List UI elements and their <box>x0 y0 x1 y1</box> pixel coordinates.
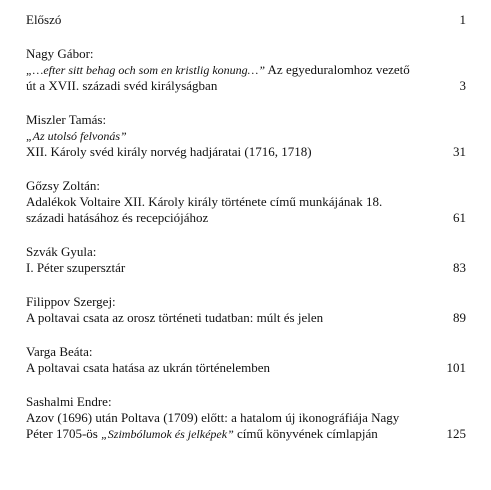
toc-page-number: 61 <box>453 210 466 225</box>
toc-title-regular: című könyvének címlapján <box>233 426 378 441</box>
toc-title: A poltavai csata az orosz történeti tudatban: múlt és jelen <box>26 310 324 325</box>
toc-line <box>26 144 466 160</box>
table-of-contents <box>26 12 466 442</box>
toc-page-number: 83 <box>453 260 466 275</box>
toc-title: I. Péter szupersztár <box>26 260 126 275</box>
toc-title-regular: Az egyeduralomhoz vezető <box>265 62 410 77</box>
toc-line <box>26 62 466 78</box>
toc-entry-preface <box>26 12 466 28</box>
toc-title: Adalékok Voltaire XII. Károly király története című munkájának 18. <box>26 194 383 209</box>
toc-title: századi hatásához és recepciójához <box>26 210 209 225</box>
toc-line <box>26 78 466 94</box>
toc-page-number: 3 <box>459 78 466 93</box>
toc-entry <box>26 112 466 160</box>
toc-entry <box>26 294 466 326</box>
toc-title: A poltavai csata hatása az ukrán történelemben <box>26 360 271 375</box>
toc-entry <box>26 394 466 442</box>
toc-page-number: 31 <box>453 144 466 159</box>
toc-title-italic: „Szimbólumok és jelképek” <box>101 427 234 441</box>
toc-line <box>26 426 466 442</box>
toc-entry <box>26 178 466 226</box>
toc-entry <box>26 46 466 94</box>
toc-author: Miszler Tamás: <box>26 112 107 127</box>
toc-line <box>26 260 466 276</box>
toc-line <box>26 310 466 326</box>
toc-entry <box>26 344 466 376</box>
toc-author: Varga Beáta: <box>26 344 93 359</box>
toc-line <box>26 410 466 426</box>
toc-page-number: 101 <box>446 360 466 375</box>
toc-line <box>26 128 466 144</box>
toc-title-regular: Péter 1705-ös <box>26 426 102 441</box>
toc-title-italic: „…efter sitt behag och som en kristlig konung…” <box>26 63 265 77</box>
toc-page-number: 125 <box>446 426 466 441</box>
toc-title: út a XVII. századi svéd királyságban <box>26 78 218 93</box>
toc-title: XII. Károly svéd király norvég hadjáratai (1716, 1718) <box>26 144 312 159</box>
toc-title <box>26 62 466 78</box>
toc-line <box>26 360 466 376</box>
toc-title: Előszó <box>26 12 62 27</box>
toc-author: Filippov Szergej: <box>26 294 116 309</box>
toc-line <box>26 194 466 210</box>
toc-line <box>26 210 466 226</box>
toc-page-number: 89 <box>453 310 466 325</box>
toc-page-number: 1 <box>459 12 466 27</box>
toc-title: Azov (1696) után Poltava (1709) előtt: a hatalom új ikonográfiája Nagy <box>26 410 400 425</box>
toc-line <box>26 12 466 28</box>
toc-entry <box>26 244 466 276</box>
toc-author: Gőzsy Zoltán: <box>26 178 101 193</box>
toc-title <box>26 426 466 442</box>
toc-title-italic: „Az utolsó felvonás” <box>26 129 127 143</box>
toc-author: Szvák Gyula: <box>26 244 97 259</box>
toc-author: Sashalmi Endre: <box>26 394 112 409</box>
toc-author: Nagy Gábor: <box>26 46 94 61</box>
